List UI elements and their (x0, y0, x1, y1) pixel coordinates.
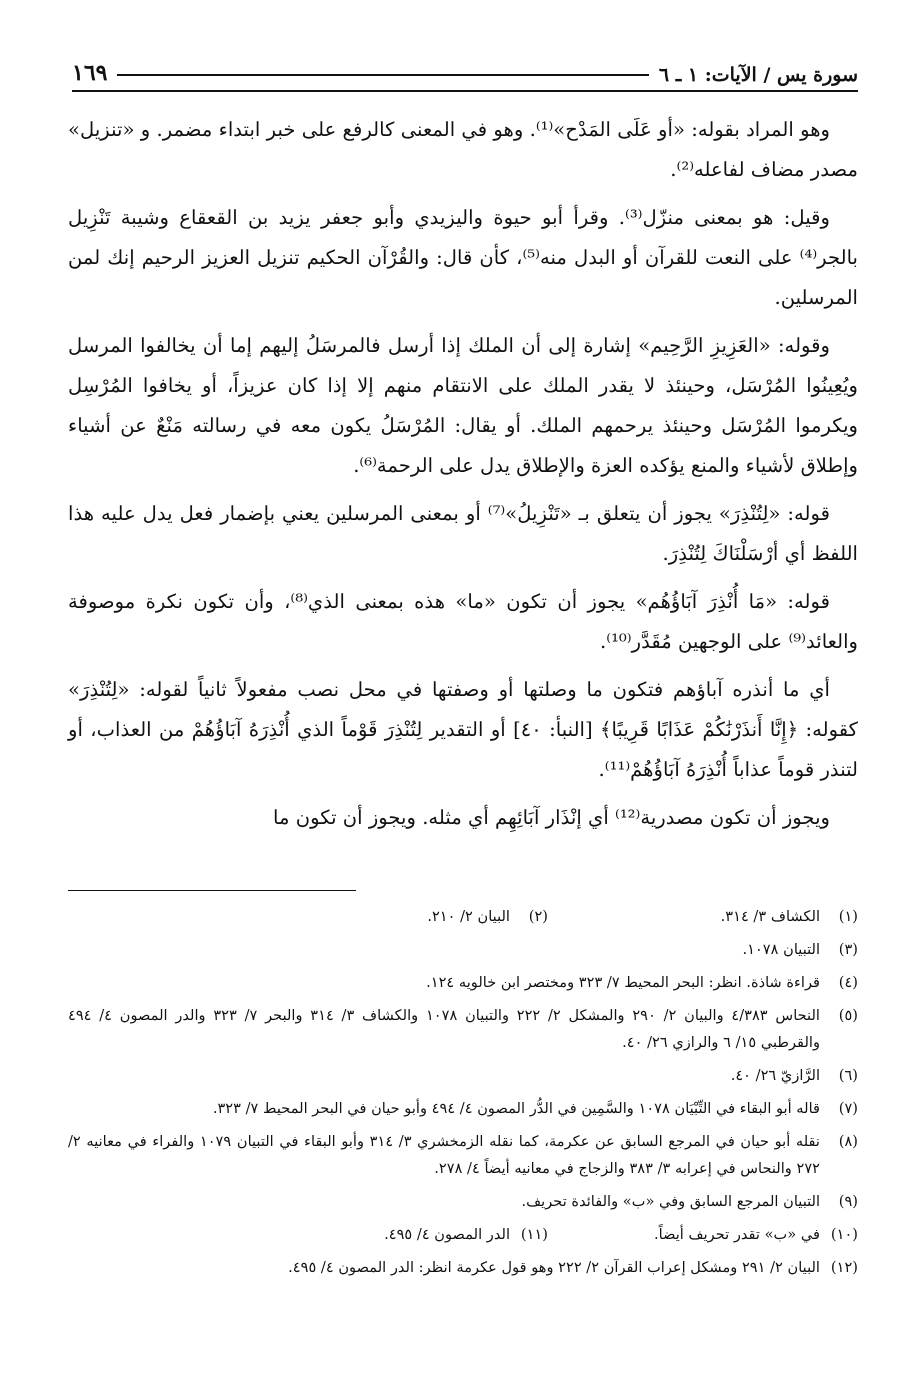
footnote (68, 1188, 858, 1215)
paragraph: قوله: «لِتُنْذِرَ» يجوز أن يتعلق بـ «تَنْزِيلُ»⁽⁷⁾ أو بمعنى المرسلين يعني بإضمار فعل يدل عليه هذا اللفظ أي أرْسَلْنَاكَ لِتُنْذِرَ. (68, 502, 858, 565)
paragraph: أي ما أنذره آباؤهم فتكون ما وصلتها أو وصفتها في محل نصب مفعولاً ثانياً لقوله: «لِتُنْذِرَ» كقوله: ﴿إِنَّا أَنذَرْنَٰكُمْ عَذَابًا قَرِيبًا﴾ [النبأ: ٤٠] أو التقدير لِتُنْذِرَ قَوْماً الذي أُنْذِرَهُ آبَاؤُهُمْ من العذاب، أو لتنذر قوماً عذاباً أُنْذِرَهُ آبَاؤُهُمْ⁽¹¹⁾. (68, 678, 858, 781)
footnote-text: قاله أبو البقاء في التِّبْيَان ١٠٧٨ والسَّمِين في الدُّر المصون ٤/ ٤٩٤ وأبو حيان في البحر المحيط ٧/ ٣٢٣. (212, 1100, 820, 1117)
footnote (68, 936, 858, 963)
paragraph: وقيل: هو بمعنى منزّل⁽³⁾. وقرأ أبو حيوة واليزيدي وأبو جعفر يزيد بن القعقاع وشيبة تَنْزِيل بالجر⁽⁴⁾ على النعت للقرآن أو البدل منه⁽⁵⁾، كأن قال: والقُرْآن الحكيم تنزيل العزيز الرحيم إنك لمن المرسلين. (68, 206, 858, 309)
footnote-text: التبيان المرجع السابق وفي «ب» والفائدة تحريف. (521, 1193, 820, 1210)
paragraph: قوله: «مَا أُنْذِرَ آبَاؤُهُم» يجوز أن تكون «ما» هذه بمعنى الذي⁽⁸⁾، وأن تكون نكرة موصوفة والعائد⁽⁹⁾ على الوجهين مُقَدَّر⁽¹⁰⁾. (68, 590, 858, 653)
footnote-row (68, 903, 858, 930)
footnote-text: نقله أبو حيان في المرجع السابق عن عكرمة، كما نقله الزمخشري ٣/ ٣١٤ وأبو البقاء في التبيان ١٠٧٩ والفراء في معانيه ٢/ ٢٧٢ والنحاس في إعرابه ٣/ ٣٨٣ والزجاج في معانيه أيضاً ٤/ ٢٧٨. (68, 1133, 820, 1177)
footnote (68, 969, 858, 996)
footnote-text: في «ب» تقدر تحريف أيضاً. (653, 1226, 820, 1243)
footnote (68, 1062, 858, 1089)
footnote (427, 903, 548, 930)
paragraph: وقوله: «العَزِيزِ الرَّحِيم» إشارة إلى أن الملك إذا أرسل فالمرسَلُ إليهم إما أن يخالفوا المرسل ويُعِينُوا المُرْسَل، وحينئذ لا يقدر الملك على الانتقام منهم إلا إذا كان عزيزاً، أو يخافوا المُرْسِل ويكرموا المُرْسَل وحينئذ يرحمهم الملك. أو يقال: المُرْسَلُ يكون معه في رسالته مَنْعٌ عن أشياء وإطلاق لأشياء والمنع يؤكده العزة والإطلاق يدل على الرحمة⁽⁶⁾. (68, 334, 858, 477)
header-rule (72, 90, 858, 92)
footnote-text: قراءة شاذة. انظر: البحر المحيط ٧/ ٣٢٣ ومختصر ابن خالويه ١٢٤. (426, 974, 820, 991)
footnote-row (68, 1221, 858, 1248)
footnote-number: (٨) (838, 1133, 858, 1150)
footnote (548, 903, 858, 930)
footnote (68, 1128, 858, 1182)
footnote-number: (١) (838, 908, 858, 925)
header-title: سورة يس / الآيات: ١ ـ ٦ (658, 64, 858, 86)
main-text (68, 110, 858, 846)
footnote-number: (٢) (528, 908, 548, 925)
footnote (68, 1254, 858, 1281)
footnote-number: (٤) (838, 974, 858, 991)
footnote-number: (١٠) (830, 1226, 858, 1243)
footnote-text: التبيان ١٠٧٨. (742, 941, 820, 958)
footnote (384, 1221, 548, 1248)
header-leader-line (117, 74, 648, 76)
footnote-text: البيان ٢/ ٢٩١ ومشكل إعراب القرآن ٢/ ٢٢٢ وهو قول عكرمة انظر: الدر المصون ٤/ ٤٩٥. (288, 1259, 820, 1276)
footnote-number: (١١) (520, 1226, 548, 1243)
running-header (72, 50, 858, 90)
paragraph: وهو المراد بقوله: «أو عَلَى المَدْح»⁽¹⁾. وهو في المعنى كالرفع على خبر ابتداء مضمر. و «تنزيل» مصدر مضاف لفاعله⁽²⁾. (68, 118, 858, 181)
footnotes (68, 903, 858, 1287)
footnote (68, 1095, 858, 1122)
footnote-number: (٥) (838, 1007, 858, 1024)
footnote-number: (٧) (838, 1100, 858, 1117)
footnote-text: النحاس ٤/٣٨٣ والبيان ٢/ ٢٩٠ والمشكل ٢/ ٢٢٢ والتبيان ١٠٧٨ والكشاف ٣/ ٣١٤ والبحر ٧/ ٣٢٣ والدر المصون ٤/ ٤٩٤ والقرطبي ١٥/ ٦ والرازي ٢٦/ ٤٠. (68, 1007, 820, 1051)
footnote-text: الدر المصون ٤/ ٤٩٥. (384, 1226, 510, 1243)
footnote (548, 1221, 858, 1248)
footnote (68, 1002, 858, 1056)
footnote-text: البيان ٢/ ٢١٠. (427, 908, 510, 925)
footnote-number: (٦) (838, 1067, 858, 1084)
footnote-number: (٣) (838, 941, 858, 958)
footnote-number: (٩) (838, 1193, 858, 1210)
footnote-separator (68, 890, 356, 891)
paragraph: ويجوز أن تكون مصدرية⁽¹²⁾ أي إنْذَار آبَائِهِم أي مثله. ويجوز أن تكون ما (273, 806, 830, 829)
footnote-text: الرَّازيّ ٢٦/ ٤٠. (730, 1067, 820, 1084)
footnote-number: (١٢) (830, 1259, 858, 1276)
page-number: ١٦٩ (72, 60, 108, 86)
footnote-text: الكشاف ٣/ ٣١٤. (720, 908, 820, 925)
